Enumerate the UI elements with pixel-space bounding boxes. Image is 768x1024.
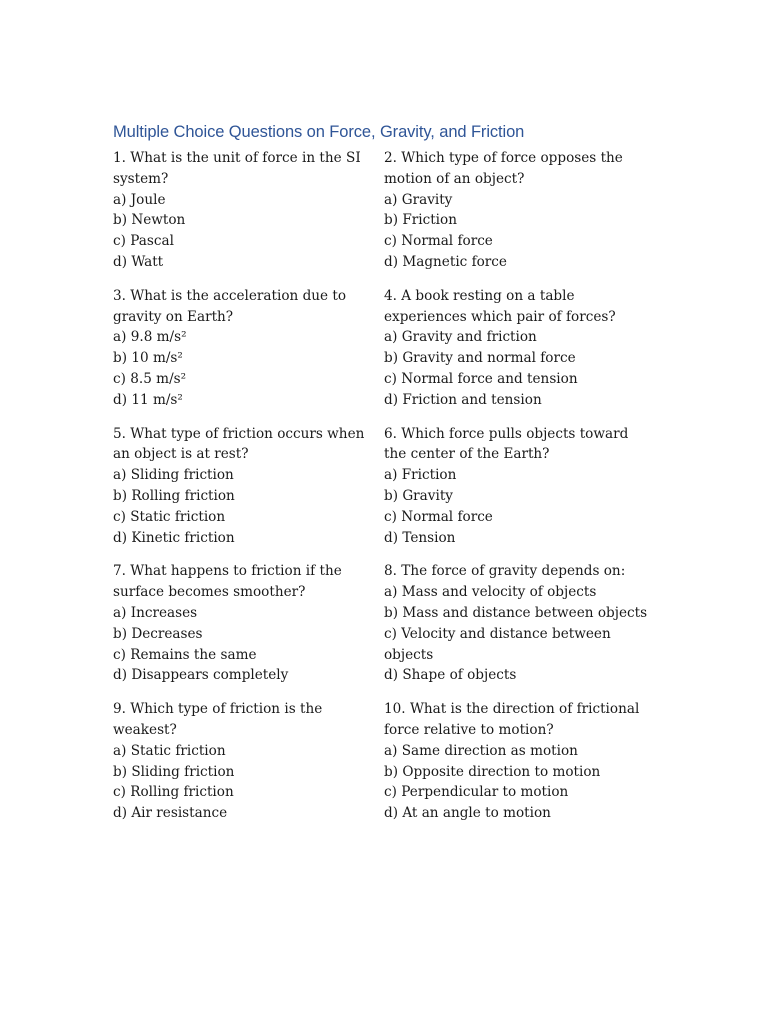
option-c: c) 8.5 m/s² [113, 370, 187, 387]
question-block [113, 699, 384, 824]
option-b: b) Friction [384, 212, 457, 229]
option-d: d) Tension [384, 529, 456, 546]
option-b: b) 10 m/s² [113, 350, 183, 367]
option-a: a) Same direction as motion [384, 742, 578, 759]
question-block [384, 148, 653, 273]
option-b: b) Mass and distance between objects [384, 604, 648, 621]
question-block [384, 286, 653, 411]
question-text: 1. What is the unit of force in the SI system? [113, 150, 361, 187]
question-text: 8. The force of gravity depends on: [384, 563, 626, 580]
question-text: 2. Which type of force opposes the motion of an object? [384, 150, 623, 187]
question-text: 7. What happens to friction if the surface becomes smoother? [113, 563, 342, 601]
option-d: d) Disappears completely [113, 667, 289, 684]
option-b: b) Gravity [384, 487, 453, 504]
option-d: d) Shape of objects [384, 667, 517, 684]
question-block [384, 561, 653, 686]
option-a: a) Mass and velocity of objects [384, 584, 597, 601]
question-block [113, 148, 384, 273]
option-c: c) Remains the same [113, 646, 257, 663]
option-b: b) Opposite direction to motion [384, 763, 601, 780]
option-c: c) Normal force [384, 233, 493, 250]
option-a: a) Increases [113, 604, 198, 621]
question-text: 6. Which force pulls objects toward the center of the Earth? [384, 425, 629, 463]
option-d: d) Kinetic friction [113, 529, 235, 546]
option-d: d) At an angle to motion [384, 805, 551, 822]
option-a: a) 9.8 m/s² [113, 329, 187, 346]
option-a: a) Sliding friction [113, 467, 234, 484]
option-c: c) Normal force [384, 508, 493, 525]
option-d: d) Friction and tension [384, 391, 542, 408]
question-block [113, 561, 384, 686]
option-c: c) Pascal [113, 233, 174, 250]
question-block [113, 424, 384, 549]
option-c: c) Static friction [113, 508, 226, 525]
option-b: b) Newton [113, 212, 186, 229]
option-a: a) Joule [113, 191, 166, 208]
page-title: Multiple Choice Questions on Force, Gravity, and Friction [113, 123, 525, 141]
question-text: 9. Which type of friction is the weakest? [113, 701, 323, 738]
option-a: a) Gravity and friction [384, 329, 537, 346]
questions-grid [113, 148, 653, 824]
option-a: a) Gravity [384, 191, 453, 208]
question-text: 4. A book resting on a table experiences which pair of forces? [384, 287, 616, 325]
option-b: b) Gravity and normal force [384, 350, 576, 367]
option-d: d) Magnetic force [384, 253, 507, 270]
question-text: 10. What is the direction of frictional force relative to motion? [384, 701, 640, 738]
question-block [113, 286, 384, 411]
option-c: c) Rolling friction [113, 784, 234, 801]
question-text: 3. What is the acceleration due to gravity on Earth? [113, 287, 347, 325]
option-b: b) Decreases [113, 625, 203, 642]
option-c: c) Velocity and distance between objects [384, 625, 611, 663]
option-d: d) Watt [113, 253, 164, 270]
option-c: c) Perpendicular to motion [384, 784, 569, 801]
question-block [384, 699, 653, 824]
option-b: b) Sliding friction [113, 763, 235, 780]
option-a: a) Static friction [113, 742, 226, 759]
question-text: 5. What type of friction occurs when an object is at rest? [113, 425, 365, 463]
option-c: c) Normal force and tension [384, 370, 578, 387]
option-d: d) Air resistance [113, 805, 228, 822]
question-block [384, 424, 653, 549]
option-d: d) 11 m/s² [113, 391, 183, 408]
option-b: b) Rolling friction [113, 487, 235, 504]
option-a: a) Friction [384, 467, 457, 484]
